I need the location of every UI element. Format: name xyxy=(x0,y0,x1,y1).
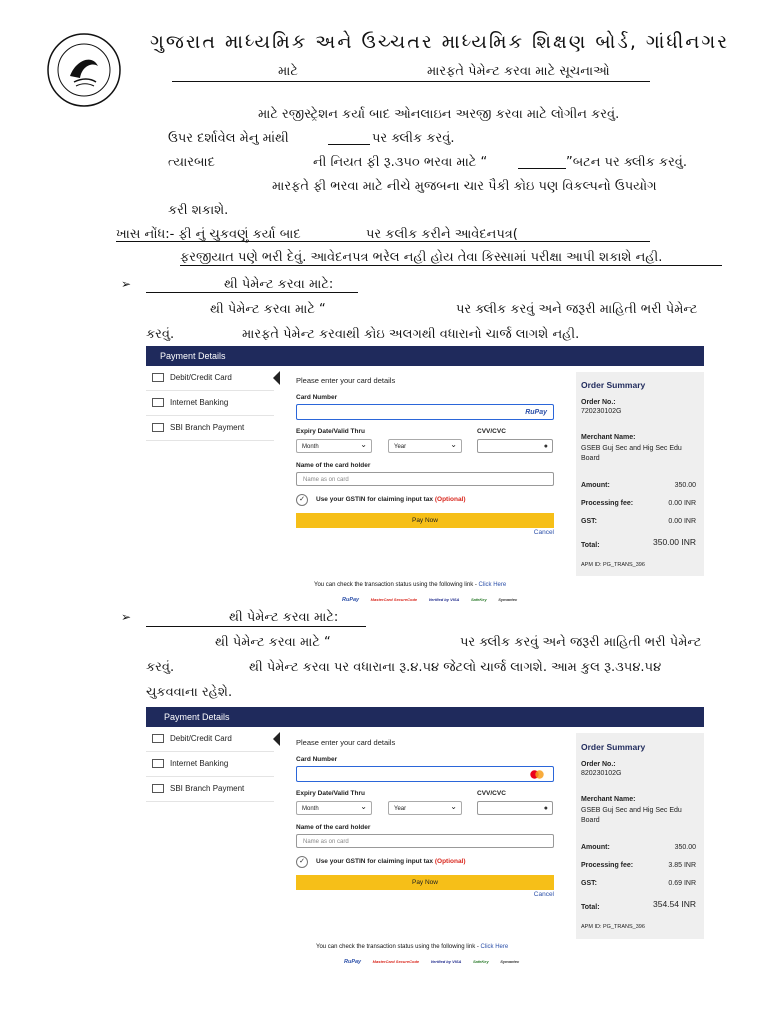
gst-label: GST: xyxy=(581,880,597,887)
processing-label: Processing fee: xyxy=(581,500,634,507)
total-label: Total: xyxy=(581,542,600,549)
sidebar-item-branch[interactable]: SBI Branch Payment xyxy=(146,416,274,441)
card-icon xyxy=(152,373,164,382)
info-icon: ● xyxy=(543,805,548,812)
order-summary-title: Order Summary xyxy=(581,380,646,390)
year-select[interactable]: Year ⌄ xyxy=(388,439,462,453)
section2-line2b: થી પેમેન્ટ કરવા પર વધારાના રૂ.૪.૫૪ જેટલો ચાર્જ લાગશે. આમ કુલ રૂ.૩૫૪.૫૪ xyxy=(249,660,662,675)
order-no: 720230102G xyxy=(581,408,622,415)
section2-line1b: પર ક્લીક કરવું અને જરૂરી માહિતી ભરી પેમેન્ટ xyxy=(460,635,702,650)
secure-logos xyxy=(344,959,529,965)
mastercard-logo: MasterCard SecureCode xyxy=(370,597,418,602)
cvv-input[interactable] xyxy=(477,801,553,815)
status-text: You can check the transaction status using the following link - Click Here xyxy=(314,582,507,588)
merchant-name: GSEB Guj Sec and Hig Sec Edu Board xyxy=(581,445,682,462)
status-text: You can check the transaction status using the following link - Click Here xyxy=(316,944,509,950)
sidebar-item-card[interactable]: Debit/Credit Card xyxy=(146,366,274,391)
merchant-label: Merchant Name: xyxy=(581,434,636,441)
intro-line3b: ની નિયત ફી રૂ.૩૫૦ ભરવા માટે “ xyxy=(313,155,488,170)
order-no-label: Order No.: xyxy=(581,399,616,406)
note-line1b: પર કલીક કરીને આવેદનપત્ર( xyxy=(366,227,518,242)
name-input[interactable]: Name as on card xyxy=(296,834,554,848)
name-input[interactable]: Name as on card xyxy=(296,472,554,486)
card-number-input[interactable] xyxy=(296,766,554,782)
cancel-link[interactable]: Cancel xyxy=(533,529,554,536)
section1-line2b: મારફતે પેમેન્ટ કરવાથી કોઇ અલગથી વધારાનો ચાર્જ લાગશે નહી. xyxy=(242,327,580,342)
order-no-label: Order No.: xyxy=(581,761,616,768)
gstin-text: Use your GSTIN for claiming input tax (Optional) xyxy=(316,858,466,865)
card-number-label: Card Number xyxy=(296,394,338,401)
sidebar-item-card[interactable]: Debit/Credit Card xyxy=(146,727,274,752)
amount-value: 350.00 xyxy=(674,482,696,489)
intro-line2b: પર ક્લીક કરવું. xyxy=(372,131,455,146)
note-line1a: ખાસ નોંધ:- ફી નું ચુકવણું કર્યા બાદ xyxy=(116,227,301,242)
safekey-logo: SafeKey xyxy=(470,597,487,602)
payment-sidebar xyxy=(146,366,274,441)
cash-icon xyxy=(152,423,164,432)
bullet-icon: ➢ xyxy=(121,610,132,624)
bank-icon xyxy=(152,759,164,768)
pay-now-button[interactable]: Pay Now xyxy=(296,875,554,890)
secure-logos xyxy=(342,597,527,603)
order-summary xyxy=(576,733,704,939)
panel-header: Payment Details xyxy=(146,346,704,366)
total-value: 354.54 INR xyxy=(653,899,696,909)
cvv-label: CVV/CVC xyxy=(477,428,506,435)
symantec-logo: Symantec xyxy=(498,597,518,602)
check-icon[interactable]: ✓ xyxy=(296,494,308,506)
rupay-logo: RuPay xyxy=(525,409,547,416)
cvv-label: CVV/CVC xyxy=(477,790,506,797)
optional-label: (Optional) xyxy=(434,496,466,503)
amount-value: 350.00 xyxy=(674,844,696,851)
section1-underline xyxy=(146,292,358,293)
optional-label: (Optional) xyxy=(434,858,466,865)
bank-icon xyxy=(152,398,164,407)
click-here-link[interactable]: Click Here xyxy=(480,944,509,950)
card-number-label: Card Number xyxy=(296,756,338,763)
processing-value: 3.85 INR xyxy=(668,862,696,869)
symantec-logo: Symantec xyxy=(500,959,520,964)
intro-line1: માટે રજીસ્ટ્રેશન કર્યા બાદ ઓનલાઇન અરજી કરવા માટે લોગીન કરવું. xyxy=(258,107,620,122)
total-value: 350.00 INR xyxy=(653,537,696,547)
section2-line2a: કરવું. xyxy=(146,660,175,675)
page-title: ગુજરાત માધ્યમિક અને ઉચ્ચતર માધ્યમિક શિક્ષણ બોર્ડ, ગાંધીનગર xyxy=(150,31,730,53)
subtitle-a: માટે xyxy=(278,64,298,79)
intro-line5: કરી શકાશે. xyxy=(168,203,229,218)
gstin-text: Use your GSTIN for claiming input tax (Optional) xyxy=(316,496,466,503)
apm-id: APM ID: PG_TRANS_396 xyxy=(581,924,645,930)
cancel-link[interactable]: Cancel xyxy=(533,891,554,898)
cash-icon xyxy=(152,784,164,793)
merchant-label: Merchant Name: xyxy=(581,796,636,803)
amount-label: Amount: xyxy=(581,482,610,489)
sidebar-item-branch[interactable]: SBI Branch Payment xyxy=(146,777,274,802)
processing-value: 0.00 INR xyxy=(668,500,696,507)
intro-line2a: ઉપર દર્શાવેલ મેનુ માંથી xyxy=(168,131,289,146)
section1-line1b: પર ક્લીક કરવું અને જરૂરી માહિતી ભરી પેમેન્ટ xyxy=(456,302,698,317)
section2-underline xyxy=(146,626,366,627)
payment-panel-rupay xyxy=(146,346,704,603)
gst-label: GST: xyxy=(581,518,597,525)
merchant-name: GSEB Guj Sec and Hig Sec Edu Board xyxy=(581,807,682,824)
year-select[interactable]: Year ⌄ xyxy=(388,801,462,815)
form-prompt: Please enter your card details xyxy=(296,738,396,747)
section2-heading: થી પેમેન્ટ કરવા માટે: xyxy=(229,610,339,625)
sidebar-item-netbanking[interactable]: Internet Banking xyxy=(146,391,274,416)
month-select[interactable]: Month ⌄ xyxy=(296,801,372,815)
order-summary-title: Order Summary xyxy=(581,742,646,752)
visa-logo: Verified by VISA xyxy=(428,597,460,602)
rupay-logo: RuPay xyxy=(342,597,360,603)
sidebar-item-netbanking[interactable]: Internet Banking xyxy=(146,752,274,777)
form-prompt: Please enter your card details xyxy=(296,376,396,385)
note-underline xyxy=(180,265,722,266)
note-underline xyxy=(116,241,650,242)
cvv-input[interactable] xyxy=(477,439,553,453)
panel-header: Payment Details xyxy=(146,707,704,727)
card-icon xyxy=(152,734,164,743)
intro-line3c: ”બટન પર ક્લીક કરવું. xyxy=(566,155,688,170)
section2-line1a: થી પેમેન્ટ કરવા માટે “ xyxy=(215,635,331,650)
note-line2: ફરજીયાત પણે ભરી દેવું. આવેદનપત્ર ભરેલ નહી હોય તેવા કિસ્સામાં પરીક્ષા આપી શકાશે નહી. xyxy=(180,250,663,265)
intro-line3a: ત્યારબાદ xyxy=(168,155,215,170)
info-icon: ● xyxy=(543,443,548,450)
apm-id: APM ID: PG_TRANS_396 xyxy=(581,562,645,568)
blank-line xyxy=(518,168,566,169)
amount-label: Amount: xyxy=(581,844,610,851)
rupay-logo: RuPay xyxy=(344,959,362,965)
order-no: 820230102G xyxy=(581,770,622,777)
card-number-input[interactable] xyxy=(296,404,554,420)
section1-heading: થી પેમેન્ટ કરવા માટે: xyxy=(224,277,334,292)
order-summary xyxy=(576,372,704,576)
blank-line xyxy=(328,144,370,145)
click-here-link[interactable]: Click Here xyxy=(478,582,507,588)
expiry-label: Expiry Date/Valid Thru xyxy=(296,428,365,435)
name-label: Name of the card holder xyxy=(296,824,371,831)
section1-line1a: થી પેમેન્ટ કરવા માટે “ xyxy=(210,302,326,317)
subtitle-underline xyxy=(172,81,650,82)
safekey-logo: SafeKey xyxy=(472,959,489,964)
pay-now-button[interactable]: Pay Now xyxy=(296,513,554,528)
name-label: Name of the card holder xyxy=(296,462,371,469)
gst-value: 0.00 INR xyxy=(668,518,696,525)
board-seal xyxy=(46,32,122,108)
intro-line4: મારફતે ફી ભરવા માટે નીચે મુજબના ચાર પૈકી કોઇ પણ વિકલ્પનો ઉપયોગ xyxy=(272,179,657,194)
payment-sidebar xyxy=(146,727,274,802)
processing-label: Processing fee: xyxy=(581,862,634,869)
gst-value: 0.69 INR xyxy=(668,880,696,887)
payment-panel-card xyxy=(146,707,704,969)
visa-logo: Verified by VISA xyxy=(430,959,462,964)
check-icon[interactable]: ✓ xyxy=(296,856,308,868)
expiry-label: Expiry Date/Valid Thru xyxy=(296,790,365,797)
mastercard-logo: MasterCard SecureCode xyxy=(372,959,420,964)
section2-line3: ચુકવવાના રહેશે. xyxy=(146,685,233,700)
section1-line2a: કરવું. xyxy=(146,327,175,342)
mastercard-icon xyxy=(529,770,545,779)
subtitle-b: મારફતે પેમેન્ટ કરવા માટે સૂચનાઓ xyxy=(427,64,610,79)
bullet-icon: ➢ xyxy=(121,277,132,291)
total-label: Total: xyxy=(581,904,600,911)
month-select[interactable]: Month ⌄ xyxy=(296,439,372,453)
